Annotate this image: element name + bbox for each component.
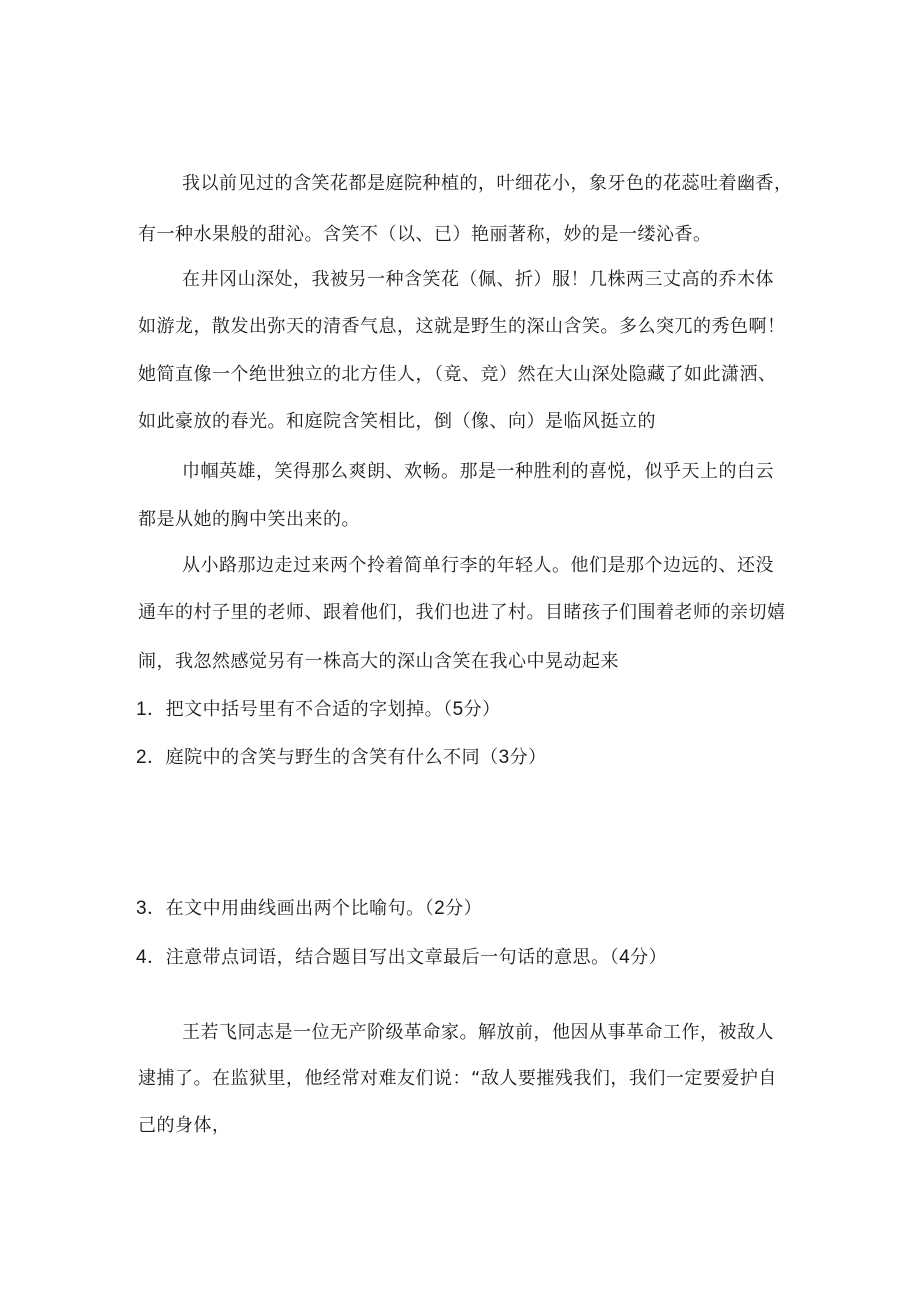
- text-line: 都是从她的胸中笑出来的。: [138, 509, 360, 530]
- question-score: 4: [619, 947, 631, 968]
- question-text: ．在文中用曲线画出两个比喻句。（: [147, 898, 435, 919]
- question-4: [136, 946, 667, 970]
- text-line: 己的身体，: [138, 1115, 231, 1136]
- text-line: 王若飞同志是一位无产阶级革命家。解放前，他因从事革命工作，被敌人: [182, 1022, 774, 1043]
- text-line: 闹，我忽然感觉另有一株高大的深山含笑在我心中晃动起来: [138, 651, 619, 672]
- question-1: [136, 698, 501, 722]
- question-3: [136, 897, 482, 921]
- question-score-unit: 分）: [463, 699, 501, 720]
- text-line: 她简直像一个绝世独立的北方佳人，（竟、竞）然在大山深处隐藏了如此潇洒、: [138, 364, 777, 385]
- question-score: 5: [452, 699, 464, 720]
- question-2: [136, 746, 547, 770]
- question-number: 2: [136, 747, 148, 768]
- text-line: 通车的村子里的老师、跟着他们，我们也进了村。目睹孩子们围着老师的亲切嬉: [138, 602, 786, 623]
- question-text: ．把文中括号里有不合适的字划掉。（: [147, 699, 453, 720]
- question-number: 4: [136, 947, 148, 968]
- text-line: 从小路那边走过来两个拎着简单行李的年轻人。他们是那个边远的、还没: [182, 555, 774, 576]
- question-text: ．庭院中的含笑与野生的含笑有什么不同（: [147, 747, 499, 768]
- text-line: 有一种水果般的甜沁。含笑不（以、已）艳丽著称，妙的是一缕沁香。: [138, 224, 712, 245]
- question-number: 3: [136, 898, 148, 919]
- text-line: 逮捕了。在监狱里，他经常对难友们说：“敌人要摧残我们，我们一定要爱护自: [138, 1068, 777, 1089]
- question-score: 2: [434, 898, 446, 919]
- question-score-unit: 分）: [445, 898, 483, 919]
- question-score: 3: [498, 747, 510, 768]
- question-score-unit: 分）: [509, 747, 547, 768]
- question-number: 1: [136, 699, 148, 720]
- text-line: 我以前见过的含笑花都是庭院种植的，叶细花小，象牙色的花蕊吐着幽香，: [182, 173, 793, 194]
- text-line: 在井冈山深处，我被另一种含笑花（佩、折）服！几株两三丈高的乔木体: [182, 269, 774, 290]
- question-score-unit: 分）: [630, 947, 668, 968]
- text-line: 如此豪放的春光。和庭院含笑相比，倒（像、向）是临风挺立的: [138, 411, 656, 432]
- text-line: 如游龙，散发出弥天的清香气息，这就是野生的深山含笑。多么突兀的秀色啊！: [138, 316, 786, 337]
- text-line: 巾帼英雄，笑得那么爽朗、欢畅。那是一种胜利的喜悦，似乎天上的白云: [182, 461, 774, 482]
- question-text: ．注意带点词语，结合题目写出文章最后一句话的意思。（: [147, 947, 620, 968]
